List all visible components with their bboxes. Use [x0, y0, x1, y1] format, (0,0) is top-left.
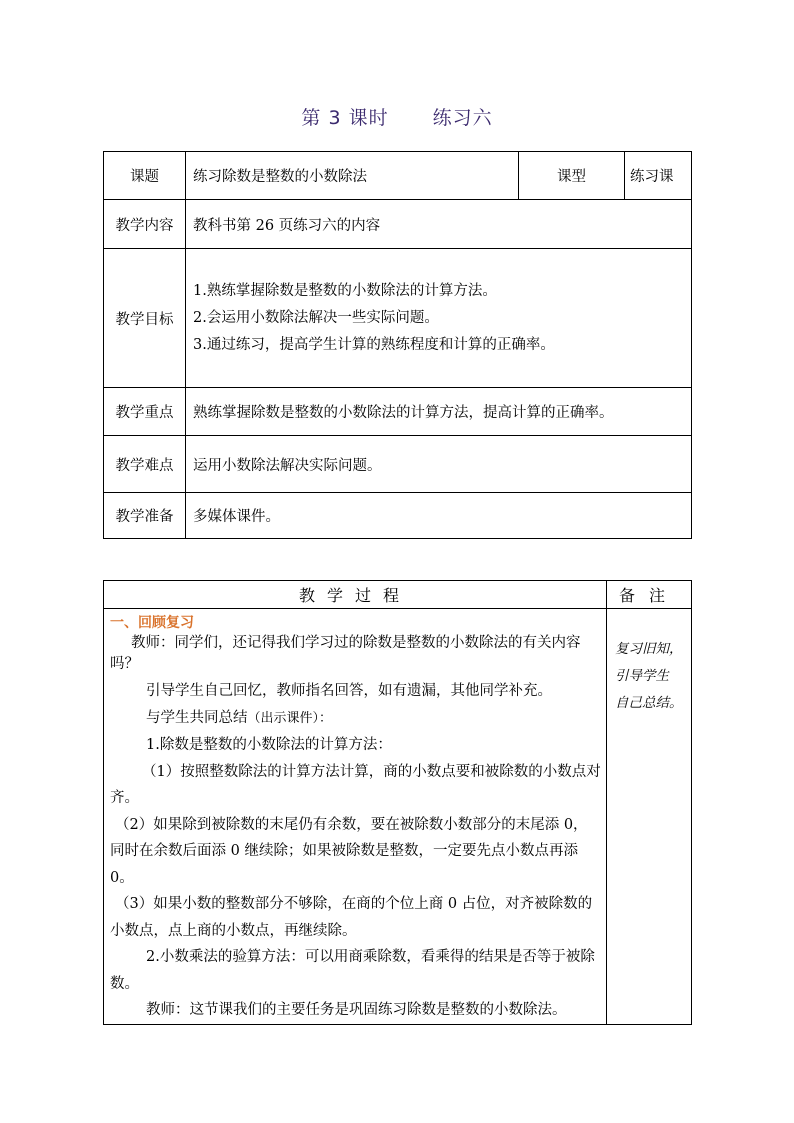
method-heading: 1.除数是整数的小数除法的计算方法：: [146, 737, 392, 753]
preparation-row: [104, 493, 692, 539]
topic-value: 练习除数是整数的小数除法: [186, 152, 519, 200]
teacher-intro: 教师：同学们，还记得我们学习过的除数是整数的小数除法的有关内容吗？: [110, 635, 581, 672]
key-point-value: 熟练掌握除数是整数的小数除法的计算方法，提高计算的正确率。: [186, 388, 692, 436]
method-step-3: （3）如果小数的整数部分不够除，在商的个位上商 0 占位，对齐被除数的小数点，点上商的小数点，再继续除。: [110, 896, 593, 939]
teacher-task: 教师：这节课我们的主要任务是巩固练习除数是整数的小数除法。: [146, 1002, 567, 1018]
note-line: 复习旧知，: [615, 641, 683, 657]
method-step-1: （1）按照整数除法的计算方法计算，商的小数点要和被除数的小数点对齐。: [110, 763, 601, 806]
lesson-name: 练习六: [432, 107, 493, 129]
guide-recall: 引导学生自己回忆，教师指名回答，如有遗漏，其他同学补充。: [146, 683, 552, 699]
difficulty-label: 教学难点: [104, 436, 186, 493]
content-label: 教学内容: [104, 200, 186, 249]
note-line: 引导学生: [615, 668, 669, 684]
teaching-process-table: [103, 580, 692, 1025]
process-body-row: [104, 609, 692, 1025]
process-header: 教学过程: [104, 581, 607, 609]
summary-intro-note: （出示课件）：: [247, 710, 333, 726]
lesson-number: 第 3 课时: [301, 107, 389, 129]
key-point-label: 教学重点: [104, 388, 186, 436]
goal-item: 3.通过练习，提高学生计算的熟练程度和计算的正确率。: [193, 336, 555, 353]
content-value: 教科书第 26 页练习六的内容: [186, 200, 692, 249]
page-title: [0, 103, 794, 130]
key-point-row: [104, 388, 692, 436]
notes-content: [607, 609, 692, 1025]
note-line: 自己总结。: [615, 695, 683, 711]
summary-intro: [110, 705, 601, 733]
topic-label: 课题: [104, 152, 186, 200]
goal-item: 1.熟练掌握除数是整数的小数除法的计算方法。: [193, 282, 497, 299]
goal-item: 2.会运用小数除法解决一些实际问题。: [193, 309, 439, 326]
process-content: [104, 609, 607, 1025]
goals-row: [104, 249, 692, 388]
goals-list: [186, 249, 692, 388]
section-heading: 一、回顾复习: [110, 615, 194, 631]
check-method: 2.小数乘法的验算方法：可以用商乘除数，看乘得的结果是否等于被除数。: [110, 949, 595, 992]
goals-label: 教学目标: [104, 249, 186, 388]
preparation-label: 教学准备: [104, 493, 186, 539]
difficulty-value: 运用小数除法解决实际问题。: [186, 436, 692, 493]
method-step-2: （2）如果除到被除数的末尾仍有余数，要在被除数小数部分的末尾添 0，同时在余数后面添 0 继续除；如果被除数是整数，一定要先点小数点再添 0。: [110, 816, 588, 886]
topic-row: [104, 152, 692, 200]
type-label: 课型: [519, 152, 625, 200]
process-header-row: [104, 581, 692, 609]
lesson-info-table: [103, 151, 692, 539]
difficulty-row: [104, 436, 692, 493]
notes-header: 备注: [607, 581, 692, 609]
summary-intro-text: 与学生共同总结: [146, 709, 248, 726]
content-row: [104, 200, 692, 249]
preparation-value: 多媒体课件。: [186, 493, 692, 539]
type-value: 练习课: [625, 152, 692, 200]
